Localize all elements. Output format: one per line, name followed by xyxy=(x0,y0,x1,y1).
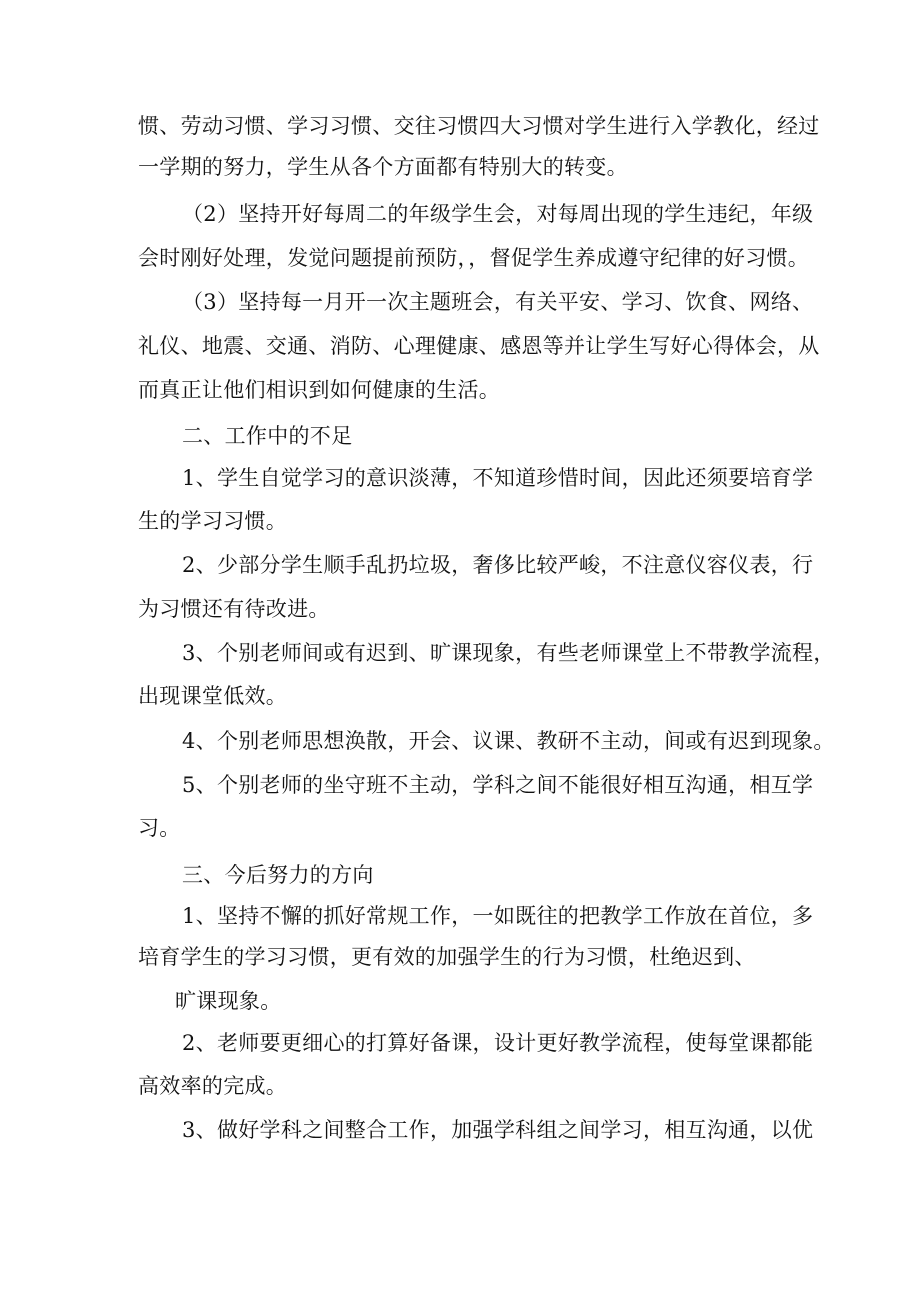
text-line: 一学期的努力，学生从各个方面都有特别大的转变。 xyxy=(138,155,628,179)
text-line: 4、个别老师思想涣散，开会、议课、教研不主动，间或有迟到现象。 xyxy=(182,729,835,753)
section-heading: 二、工作中的不足 xyxy=(182,424,353,448)
text-line: 1、学生自觉学习的意识淡薄，不知道珍惜时间，因此还须要培育学 xyxy=(182,466,814,490)
text-line: 培育学生的学习习惯，更有效的加强学生的行为习惯，杜绝迟到、 xyxy=(138,945,756,969)
text-line: 出现课堂低效。 xyxy=(138,684,288,708)
text-line: 而真正让他们相识到如何健康的生活。 xyxy=(138,378,501,402)
text-line: 3、做好学科之间整合工作，加强学科组之间学习，相互沟通，以优 xyxy=(182,1118,814,1142)
text-line: 礼仪、地震、交通、消防、心理健康、感恩等并让学生写好心得体会，从 xyxy=(138,334,820,358)
section-heading: 三、今后努力的方向 xyxy=(182,863,374,887)
text-line: 习。 xyxy=(138,816,181,840)
text-line: （3）坚持每一月开一次主题班会，有关平安、学习、饮食、网络、 xyxy=(182,290,814,314)
text-line: 2、老师要更细心的打算好备课，设计更好教学流程，使每堂课都能 xyxy=(182,1031,814,1055)
text-line: 惯、劳动习惯、学习习惯、交往习惯四大习惯对学生进行入学教化，经过 xyxy=(138,114,820,138)
text-line: 旷课现象。 xyxy=(175,989,282,1013)
text-line: 1、坚持不懈的抓好常规工作，一如既往的把教学工作放在首位，多 xyxy=(182,904,814,928)
text-line: 会时刚好处理，发觉问题提前预防，，督促学生养成遵守纪律的好习惯。 xyxy=(138,246,810,270)
text-line: 为习惯还有待改进。 xyxy=(138,597,330,621)
text-line: 5、个别老师的坐守班不主动，学科之间不能很好相互沟通，相互学 xyxy=(182,773,814,797)
text-line: 3、个别老师间或有迟到、旷课现象，有些老师课堂上不带教学流程， xyxy=(182,641,835,665)
text-line: （2）坚持开好每周二的年级学生会，对每周出现的学生违纪，年级 xyxy=(182,202,814,226)
text-line: 2、少部分学生顺手乱扔垃圾，奢侈比较严峻，不注意仪容仪表，行 xyxy=(182,553,814,577)
text-line: 生的学习习惯。 xyxy=(138,509,288,533)
text-line: 高效率的完成。 xyxy=(138,1074,288,1098)
